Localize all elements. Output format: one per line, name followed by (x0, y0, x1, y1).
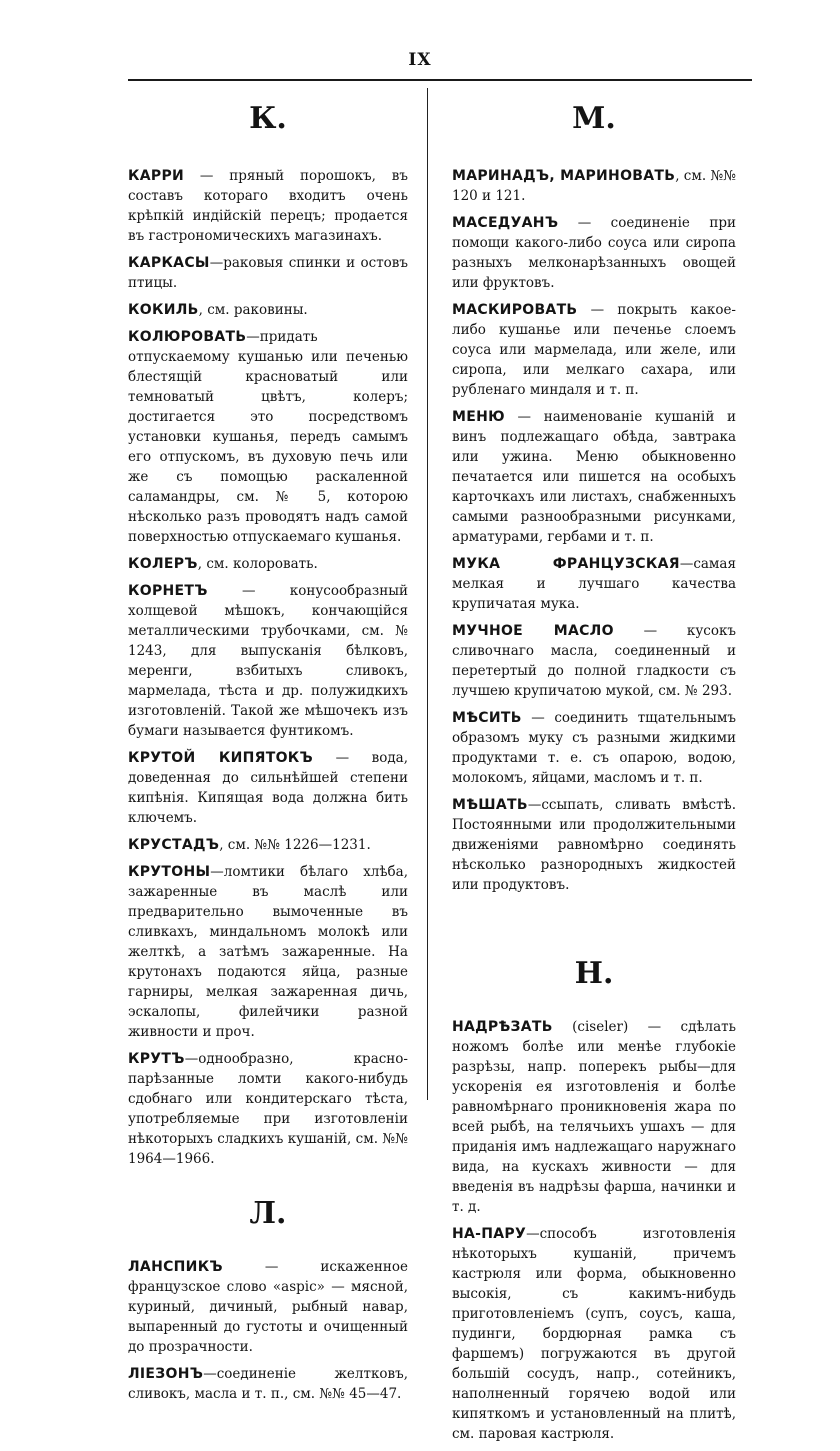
entry-karri (128, 166, 408, 246)
entry-text: — кусокъ сливочнаго масла, соединенный и перетертый до полной гладкости съ лучшею крупичатою мукой, см. № 293. (452, 623, 736, 699)
entry-head: МАСЕДУАНЪ (452, 215, 559, 231)
entry-head: ЛАНСПИКЪ (128, 1259, 223, 1275)
entry-text: —самая мелкая и лучшаго качества крупичатая мука. (452, 556, 736, 612)
entry-head: МАРИНАДЪ, МАРИНОВАТЬ (452, 168, 676, 184)
entry-krutoy-kipyatok (128, 748, 408, 828)
entry-text: —соединеніе желтковъ, сливокъ, масла и т. п., см. №№ 45—47. (128, 1366, 408, 1402)
entry-head: МЕНЮ (452, 409, 505, 425)
page-number: IX (408, 50, 432, 70)
entry-head: МАСКИРОВАТЬ (452, 302, 578, 318)
entry-head: МУЧНОЕ МАСЛО (452, 623, 614, 639)
section-letter-n: Н. (574, 956, 614, 991)
entry-head: НАДРѢЗАТЬ (452, 1019, 553, 1035)
entry-krustad (128, 835, 408, 855)
section-letter-l: Л. (249, 1196, 287, 1231)
entry-head: МУКА ФРАНЦУЗСКАЯ (452, 556, 680, 572)
entry-head: ЛІЕЗОНЪ (128, 1366, 204, 1382)
entry-lanspik (128, 1257, 408, 1357)
entry-menyu (452, 407, 736, 547)
entry-text: — вода, доведенная до сильнѣйшей степени кипѣнія. Кипящая вода должна бить ключемъ. (128, 750, 408, 826)
top-rule (128, 79, 752, 81)
entry-kokil (128, 300, 408, 320)
entry-head: КОЛЮРОВАТЬ (128, 329, 247, 345)
entry-nadrezat (452, 1017, 736, 1217)
entry-text: — соединить тщательнымъ образомъ муку съ разными жидкими продуктами т. е. съ опарою, водою, молокомъ, яйцами, масломъ и т. п. (452, 710, 736, 786)
entry-head: КАРКАСЫ (128, 255, 210, 271)
entry-text: —придать отпускаемому кушанью или печенью блестящій красноватый или темноватый цвѣтъ, колеръ; достигается это посредствомъ установки кушанья, передъ самымъ его отпускомъ, въ духовую печь или же съ помощью раскаленной саламандры, см. № 5, которою нѣсколько разъ проводятъ надъ самой поверхностью отпускаемаго кушанья. (128, 329, 408, 545)
entry-masseduan (452, 213, 736, 293)
entry-text: , см. №№ 120 и 121. (452, 168, 736, 204)
entry-kolyurovat (128, 327, 408, 547)
entry-meshat (452, 795, 736, 895)
entry-liezon (128, 1364, 408, 1404)
entry-head: НА-ПАРУ (452, 1226, 527, 1242)
entry-muchnoe-maslo (452, 621, 736, 701)
left-column (128, 90, 408, 1411)
entry-karkasy (128, 253, 408, 293)
column-divider (427, 88, 428, 1100)
entry-text: (ciseler) — сдѣлать ножомъ болѣе или менѣе глубокіе разрѣзы, напр. поперекъ рыбы—для ускоренія ея изготовленія и болѣе равномѣрнаго проникновенія жара по всей рыбѣ, на телячьихъ ушахъ — для приданія имъ надлежащаго наружнаго вида, на кускахъ живности — для введенія въ надрѣзы фарша, начинки и т. д. (452, 1019, 736, 1215)
entry-text: —ссыпать, сливать вмѣстѣ. Постоянными или продолжительными движеніями равномѣрно соединять нѣсколько разнородныхъ жидкостей или продуктовъ. (452, 797, 736, 893)
entry-head: КРУТОНЫ (128, 864, 211, 880)
entry-maskirovat (452, 300, 736, 400)
entry-koler (128, 554, 408, 574)
entry-muka-frantsuzskaya (452, 554, 736, 614)
entry-text: — искаженное французское слово «aspic» — мясной, куриный, дичиный, рыбный навар, выпаренный до густоты и очищенный до прозрачности. (128, 1259, 408, 1355)
entry-head: КРУТОЙ КИПЯТОКЪ (128, 750, 314, 766)
entry-text: —способъ изготовленія нѣкоторыхъ кушаній, причемъ кастрюля или форма, обыкновенно высокія, съ какимъ-нибудь приготовленіемъ (супъ, соусъ, каша, пудинги, бордюрная рамка съ фаршемъ) погружаются въ другой большій сосудъ, напр., сотейникъ, наполненный горячею водой или кипяткомъ и установленный на плитѣ, см. паровая кастрюля. (452, 1226, 736, 1442)
entry-marinad (452, 166, 736, 206)
entry-text: , см. раковины. (198, 302, 308, 318)
section-letter-m: М. (572, 101, 616, 136)
entry-head: КРУТЪ (128, 1051, 185, 1067)
entry-krut (128, 1049, 408, 1169)
entry-mesit (452, 708, 736, 788)
entry-head: МѢШАТЬ (452, 797, 528, 813)
entry-kornet (128, 581, 408, 741)
right-column (452, 90, 736, 1451)
section-letter-k: К. (249, 101, 287, 136)
entry-head: КРУСТАДЪ (128, 837, 220, 853)
entry-text: — пряный порошокъ, въ составъ котораго входитъ очень крѣпкій индійскій перецъ; продается въ гастрономическихъ магазинахъ. (128, 168, 408, 244)
entry-head: МѢСИТЬ (452, 710, 522, 726)
entry-text: , см. колоровать. (197, 556, 318, 572)
entry-krutony (128, 862, 408, 1042)
entry-na-paru (452, 1224, 736, 1444)
entry-text: — наименованіе кушаній и винъ подлежащаго обѣда, завтрака или ужина. Меню обыкновенно печатается или пишется на особыхъ карточкахъ или листахъ, снабженныхъ самыми разнообразными рисунками, арматурами, гербами и т. п. (452, 409, 736, 545)
entry-text: —однообразно, красно-парѣзанные ломти какого-нибудь сдобнаго или кондитерскаго тѣста, употребляемые при изготовленіи нѣкоторыхъ сладкихъ кушаній, см. №№ 1964—1966. (128, 1051, 408, 1167)
entry-text: , см. №№ 1226—1231. (219, 837, 371, 853)
entry-text: — покрыть какое-либо кушанье или печенье слоемъ соуса или мармелада, или желе, или сиропа, или мелкаго сахара, или рубленаго миндаля и т. п. (452, 302, 736, 398)
entry-head: КАРРИ (128, 168, 185, 184)
entry-head: КОРНЕТЪ (128, 583, 208, 599)
entry-head: КОЛЕРЪ (128, 556, 198, 572)
entry-text: — конусообразный холщевой мѣшокъ, кончающійся металлическими трубочками, см. № 1243, для выпусканія бѣлковъ, меренги, взбитыхъ сливокъ, мармелада, тѣста и др. полужидкихъ изготовленій. Такой же мѣшочекъ изъ бумаги называется фунтикомъ. (128, 583, 408, 739)
entry-text: —раковыя спинки и остовъ птицы. (128, 255, 408, 291)
entry-head: КОКИЛЬ (128, 302, 199, 318)
entry-text: —ломтики бѣлаго хлѣба, зажаренные въ маслѣ или предварительно вымоченные въ сливкахъ, миндальномъ молокѣ или желткѣ, а затѣмъ зажаренные. На крутонахъ подаются яйца, разные гарниры, мелкая зажаренная дичь, эскалопы, филейчики разной живности и проч. (128, 864, 408, 1040)
entry-text: — соединеніе при помощи какого-либо соуса или сиропа разныхъ мелконарѣзанныхъ овощей или фруктовъ. (452, 215, 736, 291)
